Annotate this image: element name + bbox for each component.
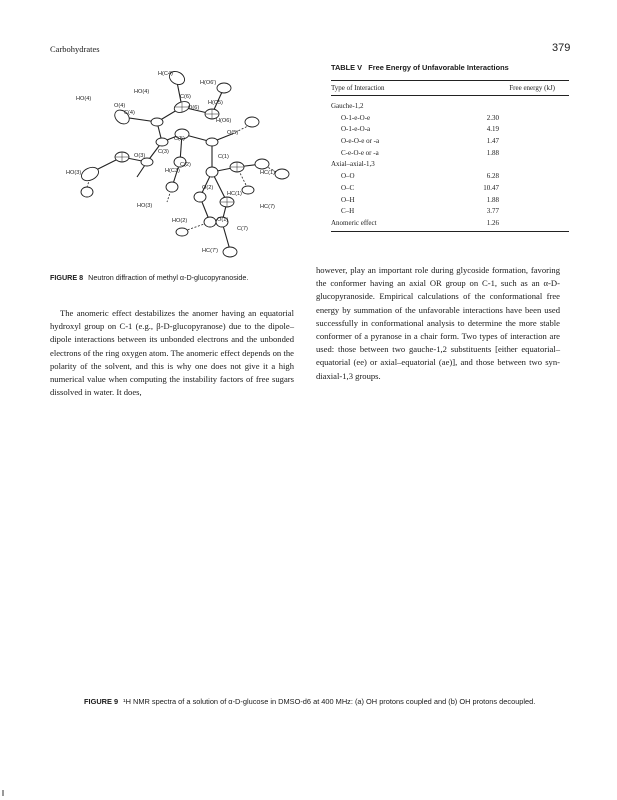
table-row bbox=[331, 124, 569, 136]
svg-text:HC(7'): HC(7') bbox=[202, 248, 218, 254]
figure-8-label: FIGURE 8 bbox=[50, 273, 84, 282]
svg-text:C(4): C(4) bbox=[124, 110, 135, 116]
free-energy-value: 4.19 bbox=[486, 125, 499, 134]
interaction-type: O-1-e-O-a bbox=[341, 125, 371, 134]
svg-text:O(6): O(6) bbox=[188, 105, 200, 111]
body-column-right bbox=[316, 264, 560, 383]
table-bottom-rule bbox=[331, 231, 569, 232]
svg-text:HO(3): HO(3) bbox=[137, 203, 153, 209]
interaction-type: O–C bbox=[341, 183, 355, 192]
svg-text:C(5): C(5) bbox=[174, 136, 185, 142]
free-energy-value: 10.47 bbox=[483, 183, 499, 192]
svg-text:H(C3): H(C3) bbox=[165, 168, 180, 174]
interaction-type: Axial–axial-1,3 bbox=[331, 160, 375, 169]
svg-text:O(1): O(1) bbox=[217, 217, 229, 223]
table-title: Free Energy of Unfavorable Interactions bbox=[368, 63, 509, 72]
interaction-type: O–H bbox=[341, 195, 355, 204]
paragraph-anomeric-effect: The anomeric effect destabilizes the anomer having an equatorial hydroxyl group on C-1 (e.g., β-D-glucopyranose) due to the dipole–dipole interactions between its unbonded electrons and the unbonded electrons of the ring oxygen atom. The anomeric effect depends on the polarity of the solvent, and this is why one does not give it a high numerical value when computing the instability factors of free sugars dissolved in water. It does, bbox=[50, 308, 294, 398]
svg-text:HO(2): HO(2) bbox=[172, 218, 188, 224]
svg-text:H(O6'): H(O6') bbox=[200, 80, 217, 86]
interaction-type: O–O bbox=[341, 172, 355, 181]
table-row bbox=[331, 148, 569, 160]
table-row bbox=[331, 171, 569, 183]
free-energy-value: 3.77 bbox=[486, 207, 499, 216]
svg-text:C(6): C(6) bbox=[180, 94, 191, 100]
figure-8-molecule-drawing bbox=[62, 62, 312, 268]
figure-9-caption bbox=[84, 696, 554, 707]
svg-text:HO(4): HO(4) bbox=[76, 96, 92, 102]
body-column-left bbox=[50, 307, 294, 399]
table-row bbox=[331, 195, 569, 207]
svg-text:O(2): O(2) bbox=[202, 185, 214, 191]
svg-text:H(O6): H(O6) bbox=[216, 118, 232, 124]
free-energy-value: 1.88 bbox=[486, 195, 499, 204]
running-head: Carbohydrates bbox=[50, 44, 100, 54]
free-energy-value bbox=[429, 159, 569, 171]
svg-text:H(C4): H(C4) bbox=[158, 71, 173, 77]
interaction-type: O-e-O-e or -a bbox=[341, 137, 380, 146]
table-header-row bbox=[331, 81, 569, 95]
table-row bbox=[331, 136, 569, 148]
table-row bbox=[331, 113, 569, 125]
svg-text:HC(1): HC(1) bbox=[260, 170, 275, 176]
svg-text:C(2): C(2) bbox=[180, 162, 191, 168]
svg-text:O(3): O(3) bbox=[134, 153, 146, 159]
figure-9-label: FIGURE 9 bbox=[84, 697, 119, 706]
svg-text:O(4): O(4) bbox=[114, 103, 126, 109]
page-edge-mark bbox=[2, 790, 4, 796]
interaction-type: C–H bbox=[341, 207, 355, 216]
figure-8-caption bbox=[50, 273, 248, 282]
table-label: TABLE V bbox=[331, 63, 363, 72]
table-row bbox=[331, 159, 569, 171]
free-energy-value: 1.88 bbox=[486, 148, 499, 157]
svg-text:C(7): C(7) bbox=[237, 226, 248, 232]
col-header-interaction: Type of Interaction bbox=[331, 84, 385, 92]
interaction-type: O-1-e-O-e bbox=[341, 113, 371, 122]
svg-text:HO(3): HO(3) bbox=[66, 170, 82, 176]
table-row bbox=[331, 206, 569, 218]
svg-text:O(5): O(5) bbox=[227, 130, 239, 136]
svg-text:H(C5): H(C5) bbox=[208, 100, 223, 106]
svg-text:HC(1): HC(1) bbox=[227, 191, 242, 197]
free-energy-value: 1.26 bbox=[486, 218, 499, 227]
page-number: 379 bbox=[552, 42, 571, 54]
table-row bbox=[331, 101, 569, 113]
table-row bbox=[331, 183, 569, 195]
figure-8-caption-text: Neutron diffraction of methyl α-D-glucopyranoside. bbox=[88, 273, 249, 282]
interaction-type: Anomeric effect bbox=[331, 218, 377, 227]
svg-text:HC(7): HC(7) bbox=[260, 204, 275, 210]
paragraph-continuation: however, play an important role during glycoside formation, favoring the conformer having an axial OR group on C-1, such as an α-D-glucopyranoside. Empirical calculations of the conformational free energy by summation of the unfavorable interactions have been used successfully in conformational analysis to determine the more stable conformer of a pyranose in a chair form. Two types of interaction are used: those between two gauche-1,2 substituents [either equatorial–equatorial (ee) or axial–equatorial (ae)], and those between two syn-diaxial-1,3 groups. bbox=[316, 265, 560, 381]
free-energy-value: 1.47 bbox=[486, 137, 499, 146]
interaction-type: C-e-O-e or -a bbox=[341, 148, 379, 157]
svg-text:C(1): C(1) bbox=[218, 154, 229, 160]
table-body bbox=[331, 96, 569, 231]
table-v bbox=[331, 63, 569, 232]
molecule-svg bbox=[62, 62, 312, 268]
col-header-free-energy: Free energy (kJ) bbox=[509, 84, 555, 92]
table-row bbox=[331, 218, 569, 230]
free-energy-value bbox=[429, 101, 569, 113]
free-energy-value: 2.30 bbox=[486, 113, 499, 122]
figure-9-caption-text: ¹H NMR spectra of a solution of α-D-glucose in DMSO-d6 at 400 MHz: (a) OH protons coupled and (b) OH protons decoupled. bbox=[123, 697, 536, 706]
svg-text:HO(4): HO(4) bbox=[134, 89, 150, 95]
interaction-type: Gauche-1,2 bbox=[331, 102, 364, 110]
free-energy-value: 6.28 bbox=[486, 172, 499, 181]
svg-text:C(3): C(3) bbox=[158, 149, 169, 155]
table-caption bbox=[331, 63, 569, 72]
